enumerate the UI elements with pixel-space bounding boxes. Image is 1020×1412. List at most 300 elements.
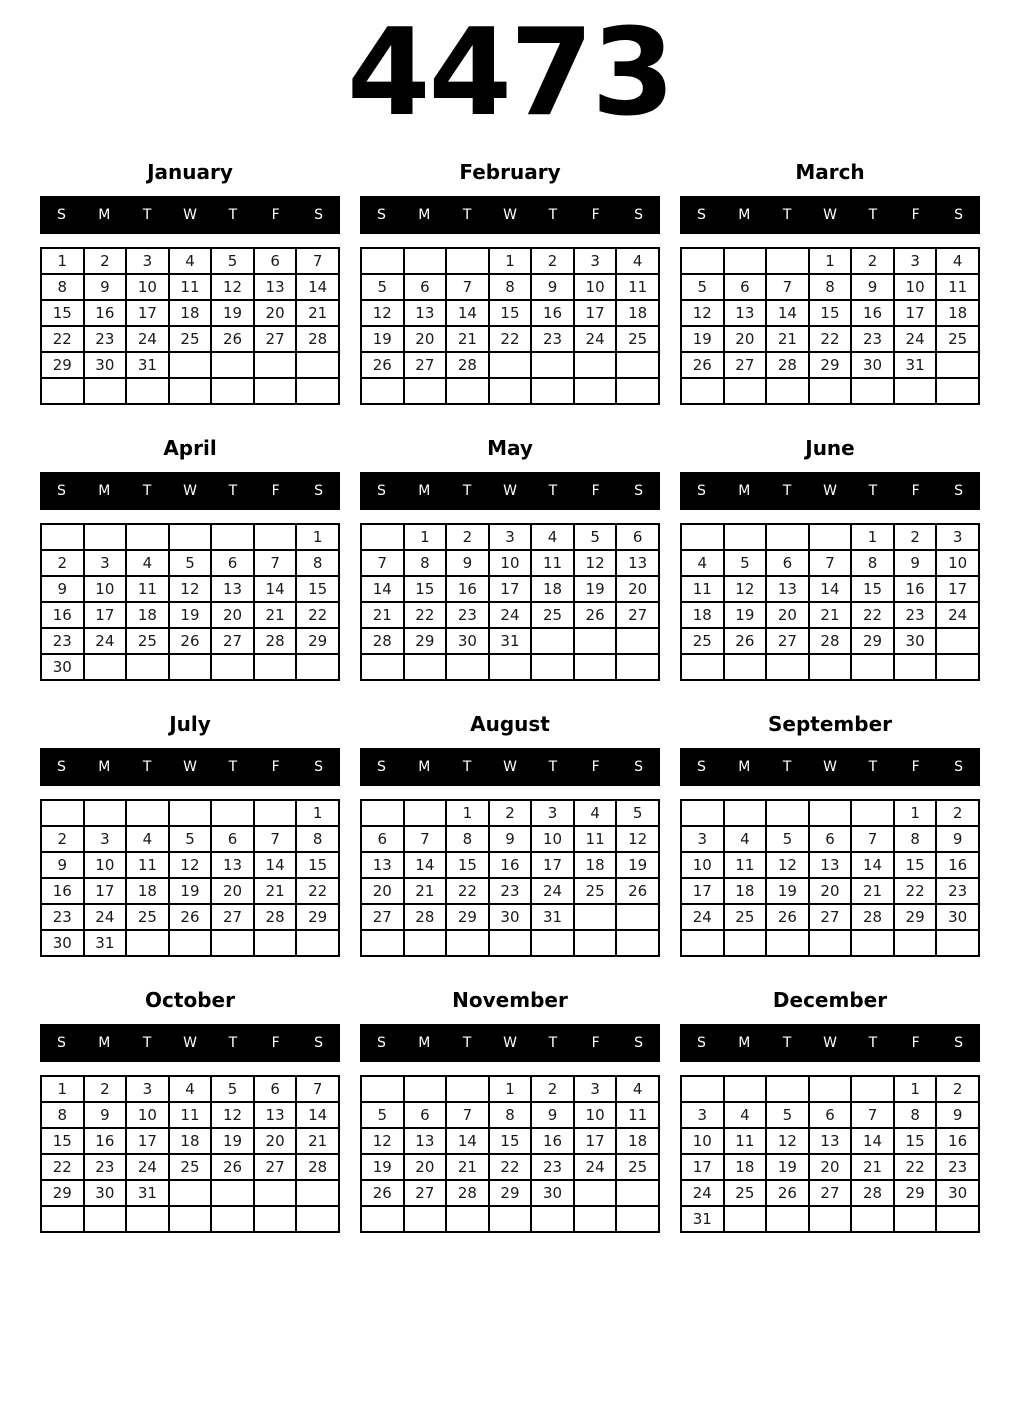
day-cell: 23 <box>851 326 894 352</box>
weekday-label: T <box>782 759 792 775</box>
empty-day-cell <box>724 654 767 680</box>
empty-day-cell <box>361 1206 404 1232</box>
weekday-label: W <box>823 483 837 499</box>
weekday-label: S <box>954 483 964 499</box>
week-row <box>41 852 339 878</box>
day-cell: 1 <box>489 1076 532 1102</box>
day-cell: 10 <box>84 852 127 878</box>
day-cell: 2 <box>531 248 574 274</box>
week-row <box>361 300 659 326</box>
day-cell: 14 <box>446 1128 489 1154</box>
day-cell: 1 <box>296 800 339 826</box>
day-cell: 13 <box>211 852 254 878</box>
empty-day-cell <box>296 1180 339 1206</box>
week-row <box>41 550 339 576</box>
empty-day-cell <box>41 524 84 550</box>
week-row <box>681 1102 979 1128</box>
day-cell: 18 <box>126 602 169 628</box>
day-cell: 18 <box>681 602 724 628</box>
week-row <box>681 524 979 550</box>
day-cell: 2 <box>41 826 84 852</box>
day-cell: 4 <box>169 248 212 274</box>
day-cell: 18 <box>169 300 212 326</box>
day-cell: 16 <box>41 602 84 628</box>
day-cell: 28 <box>361 628 404 654</box>
empty-day-cell <box>489 378 532 404</box>
day-cell: 25 <box>724 1180 767 1206</box>
day-cell: 1 <box>446 800 489 826</box>
empty-day-cell <box>126 800 169 826</box>
day-cell: 13 <box>254 274 297 300</box>
day-cell: 20 <box>766 602 809 628</box>
day-cell: 22 <box>809 326 852 352</box>
empty-day-cell <box>489 352 532 378</box>
empty-day-cell <box>211 1180 254 1206</box>
day-cell: 5 <box>211 1076 254 1102</box>
day-cell: 19 <box>766 1154 809 1180</box>
day-cell: 29 <box>296 628 339 654</box>
day-cell: 2 <box>851 248 894 274</box>
day-cell: 28 <box>851 904 894 930</box>
empty-day-cell <box>616 654 659 680</box>
month-day-grid <box>40 523 340 681</box>
day-cell: 27 <box>809 904 852 930</box>
empty-day-cell <box>809 1076 852 1102</box>
month-title: May <box>487 436 533 460</box>
week-row <box>681 904 979 930</box>
day-cell: 31 <box>489 628 532 654</box>
day-cell: 27 <box>211 628 254 654</box>
day-cell: 12 <box>361 300 404 326</box>
empty-day-cell <box>126 654 169 680</box>
day-cell: 28 <box>809 628 852 654</box>
day-cell: 3 <box>489 524 532 550</box>
day-cell: 17 <box>681 878 724 904</box>
day-cell: 24 <box>84 628 127 654</box>
day-cell: 23 <box>84 326 127 352</box>
empty-day-cell <box>681 930 724 956</box>
weekday-header-bar <box>360 748 660 786</box>
day-cell: 14 <box>851 1128 894 1154</box>
week-row <box>361 378 659 404</box>
week-row <box>41 930 339 956</box>
day-cell: 6 <box>254 248 297 274</box>
weekday-label: M <box>418 1035 431 1051</box>
day-cell: 3 <box>574 248 617 274</box>
week-row <box>41 576 339 602</box>
day-cell: 1 <box>894 800 937 826</box>
weekday-label: W <box>823 759 837 775</box>
empty-day-cell <box>936 352 979 378</box>
week-row <box>361 248 659 274</box>
weekday-label: T <box>868 1035 878 1051</box>
month-title: September <box>768 712 892 736</box>
day-cell: 27 <box>404 352 447 378</box>
day-cell: 11 <box>681 576 724 602</box>
empty-day-cell <box>254 524 297 550</box>
empty-day-cell <box>254 654 297 680</box>
weekday-label: F <box>271 1035 280 1051</box>
week-row <box>41 378 339 404</box>
weekday-header-bar <box>360 196 660 234</box>
week-row <box>361 1076 659 1102</box>
day-cell: 11 <box>616 274 659 300</box>
day-cell: 15 <box>446 852 489 878</box>
day-cell: 7 <box>809 550 852 576</box>
empty-day-cell <box>616 352 659 378</box>
week-row <box>361 1206 659 1232</box>
day-cell: 17 <box>84 602 127 628</box>
month-title: July <box>169 712 211 736</box>
day-cell: 9 <box>489 826 532 852</box>
week-row <box>41 1154 339 1180</box>
empty-day-cell <box>894 1206 937 1232</box>
week-row <box>41 904 339 930</box>
day-cell: 28 <box>446 1180 489 1206</box>
day-cell: 16 <box>84 300 127 326</box>
empty-day-cell <box>809 378 852 404</box>
day-cell: 21 <box>254 878 297 904</box>
day-cell: 23 <box>936 878 979 904</box>
day-cell: 3 <box>84 826 127 852</box>
week-row <box>41 628 339 654</box>
weekday-label: T <box>548 1035 558 1051</box>
month-title: March <box>795 160 865 184</box>
weekday-label: F <box>591 759 600 775</box>
weekday-label: F <box>911 207 920 223</box>
empty-day-cell <box>531 1206 574 1232</box>
day-cell: 13 <box>211 576 254 602</box>
weekday-label: T <box>228 1035 238 1051</box>
day-cell: 1 <box>404 524 447 550</box>
empty-day-cell <box>361 800 404 826</box>
empty-day-cell <box>766 1076 809 1102</box>
empty-day-cell <box>724 248 767 274</box>
weekday-label: S <box>314 1035 324 1051</box>
month-day-grid <box>40 1075 340 1233</box>
day-cell: 7 <box>851 1102 894 1128</box>
day-cell: 24 <box>681 904 724 930</box>
day-cell: 24 <box>681 1180 724 1206</box>
empty-day-cell <box>616 930 659 956</box>
day-cell: 4 <box>531 524 574 550</box>
month-title: June <box>805 436 855 460</box>
empty-day-cell <box>531 930 574 956</box>
month-title: October <box>145 988 235 1012</box>
day-cell: 18 <box>724 878 767 904</box>
day-cell: 14 <box>809 576 852 602</box>
day-cell: 29 <box>41 352 84 378</box>
day-cell: 27 <box>211 904 254 930</box>
week-row <box>361 826 659 852</box>
day-cell: 2 <box>489 800 532 826</box>
week-row <box>41 1206 339 1232</box>
day-cell: 25 <box>574 878 617 904</box>
day-cell: 7 <box>404 826 447 852</box>
empty-day-cell <box>254 1180 297 1206</box>
week-row <box>41 602 339 628</box>
weekday-label: T <box>462 1035 472 1051</box>
day-cell: 15 <box>489 1128 532 1154</box>
day-cell: 13 <box>404 300 447 326</box>
day-cell: 17 <box>126 1128 169 1154</box>
day-cell: 3 <box>936 524 979 550</box>
day-cell: 13 <box>404 1128 447 1154</box>
day-cell: 8 <box>404 550 447 576</box>
empty-day-cell <box>361 378 404 404</box>
day-cell: 24 <box>936 602 979 628</box>
weekday-label: S <box>376 759 386 775</box>
weekday-label: T <box>228 207 238 223</box>
day-cell: 21 <box>446 326 489 352</box>
day-cell: 12 <box>574 550 617 576</box>
day-cell: 9 <box>84 274 127 300</box>
weekday-label: T <box>548 207 558 223</box>
day-cell: 6 <box>724 274 767 300</box>
empty-day-cell <box>531 654 574 680</box>
empty-day-cell <box>169 930 212 956</box>
week-row <box>41 800 339 826</box>
empty-day-cell <box>84 524 127 550</box>
day-cell: 18 <box>936 300 979 326</box>
weekday-label: W <box>823 1035 837 1051</box>
day-cell: 25 <box>936 326 979 352</box>
day-cell: 4 <box>126 826 169 852</box>
day-cell: 14 <box>766 300 809 326</box>
empty-day-cell <box>724 524 767 550</box>
day-cell: 17 <box>574 1128 617 1154</box>
empty-day-cell <box>766 524 809 550</box>
day-cell: 26 <box>766 1180 809 1206</box>
month-day-grid <box>360 799 660 957</box>
day-cell: 14 <box>851 852 894 878</box>
day-cell: 10 <box>681 1128 724 1154</box>
day-cell: 25 <box>169 1154 212 1180</box>
empty-day-cell <box>894 930 937 956</box>
week-row <box>681 576 979 602</box>
day-cell: 8 <box>489 1102 532 1128</box>
empty-day-cell <box>404 248 447 274</box>
day-cell: 5 <box>616 800 659 826</box>
weekday-label: T <box>462 483 472 499</box>
week-row <box>361 274 659 300</box>
empty-day-cell <box>41 1206 84 1232</box>
empty-day-cell <box>361 654 404 680</box>
day-cell: 5 <box>766 826 809 852</box>
day-cell: 11 <box>126 852 169 878</box>
empty-day-cell <box>574 1206 617 1232</box>
day-cell: 23 <box>531 326 574 352</box>
day-cell: 3 <box>681 826 724 852</box>
week-row <box>361 550 659 576</box>
empty-day-cell <box>126 378 169 404</box>
day-cell: 30 <box>531 1180 574 1206</box>
day-cell: 26 <box>681 352 724 378</box>
day-cell: 26 <box>574 602 617 628</box>
day-cell: 12 <box>211 1102 254 1128</box>
weekday-label: T <box>142 759 152 775</box>
day-cell: 28 <box>446 352 489 378</box>
empty-day-cell <box>211 378 254 404</box>
day-cell: 12 <box>169 576 212 602</box>
day-cell: 3 <box>126 1076 169 1102</box>
day-cell: 29 <box>894 904 937 930</box>
month-january <box>40 160 340 405</box>
empty-day-cell <box>489 654 532 680</box>
month-february <box>360 160 660 405</box>
day-cell: 6 <box>211 826 254 852</box>
day-cell: 1 <box>489 248 532 274</box>
weekday-label: S <box>314 759 324 775</box>
weekday-label: S <box>56 207 66 223</box>
weekday-label: W <box>183 1035 197 1051</box>
empty-day-cell <box>574 904 617 930</box>
day-cell: 4 <box>616 1076 659 1102</box>
day-cell: 26 <box>169 628 212 654</box>
weekday-label: M <box>418 207 431 223</box>
week-row <box>41 1076 339 1102</box>
day-cell: 3 <box>574 1076 617 1102</box>
week-row <box>681 1076 979 1102</box>
empty-day-cell <box>404 1076 447 1102</box>
day-cell: 31 <box>126 352 169 378</box>
day-cell: 28 <box>296 326 339 352</box>
day-cell: 25 <box>681 628 724 654</box>
day-cell: 15 <box>41 300 84 326</box>
day-cell: 23 <box>84 1154 127 1180</box>
day-cell: 12 <box>766 1128 809 1154</box>
empty-day-cell <box>254 352 297 378</box>
empty-day-cell <box>616 904 659 930</box>
day-cell: 19 <box>766 878 809 904</box>
day-cell: 2 <box>84 248 127 274</box>
day-cell: 27 <box>254 326 297 352</box>
empty-day-cell <box>404 378 447 404</box>
month-day-grid <box>360 1075 660 1233</box>
empty-day-cell <box>809 524 852 550</box>
weekday-label: S <box>56 1035 66 1051</box>
week-row <box>361 654 659 680</box>
day-cell: 11 <box>936 274 979 300</box>
day-cell: 11 <box>169 274 212 300</box>
weekday-header-bar <box>360 472 660 510</box>
day-cell: 14 <box>296 274 339 300</box>
empty-day-cell <box>254 1206 297 1232</box>
day-cell: 16 <box>531 300 574 326</box>
month-may <box>360 436 660 681</box>
empty-day-cell <box>936 930 979 956</box>
day-cell: 4 <box>681 550 724 576</box>
day-cell: 19 <box>724 602 767 628</box>
day-cell: 28 <box>766 352 809 378</box>
day-cell: 20 <box>361 878 404 904</box>
day-cell: 11 <box>724 852 767 878</box>
day-cell: 5 <box>361 1102 404 1128</box>
day-cell: 4 <box>724 826 767 852</box>
day-cell: 8 <box>489 274 532 300</box>
weekday-label: F <box>591 1035 600 1051</box>
month-title: January <box>147 160 233 184</box>
day-cell: 23 <box>531 1154 574 1180</box>
day-cell: 28 <box>404 904 447 930</box>
empty-day-cell <box>531 378 574 404</box>
day-cell: 2 <box>936 1076 979 1102</box>
empty-day-cell <box>169 524 212 550</box>
day-cell: 10 <box>84 576 127 602</box>
empty-day-cell <box>254 930 297 956</box>
day-cell: 22 <box>41 326 84 352</box>
empty-day-cell <box>809 654 852 680</box>
day-cell: 1 <box>41 248 84 274</box>
weekday-label: S <box>376 483 386 499</box>
weekday-label: W <box>503 1035 517 1051</box>
day-cell: 11 <box>169 1102 212 1128</box>
week-row <box>681 1180 979 1206</box>
empty-day-cell <box>489 1206 532 1232</box>
day-cell: 7 <box>851 826 894 852</box>
day-cell: 7 <box>446 1102 489 1128</box>
day-cell: 8 <box>41 274 84 300</box>
day-cell: 9 <box>41 852 84 878</box>
day-cell: 14 <box>404 852 447 878</box>
empty-day-cell <box>851 378 894 404</box>
empty-day-cell <box>169 1180 212 1206</box>
month-june <box>680 436 980 681</box>
day-cell: 5 <box>211 248 254 274</box>
day-cell: 23 <box>936 1154 979 1180</box>
day-cell: 27 <box>616 602 659 628</box>
day-cell: 19 <box>211 300 254 326</box>
day-cell: 28 <box>254 628 297 654</box>
week-row <box>681 248 979 274</box>
day-cell: 19 <box>681 326 724 352</box>
empty-day-cell <box>766 654 809 680</box>
day-cell: 15 <box>894 852 937 878</box>
day-cell: 29 <box>809 352 852 378</box>
day-cell: 2 <box>41 550 84 576</box>
day-cell: 20 <box>724 326 767 352</box>
empty-day-cell <box>724 930 767 956</box>
weekday-label: M <box>418 759 431 775</box>
day-cell: 7 <box>361 550 404 576</box>
day-cell: 13 <box>809 852 852 878</box>
month-april <box>40 436 340 681</box>
day-cell: 31 <box>84 930 127 956</box>
day-cell: 10 <box>936 550 979 576</box>
month-day-grid <box>680 523 980 681</box>
month-december <box>680 988 980 1233</box>
day-cell: 6 <box>616 524 659 550</box>
day-cell: 21 <box>809 602 852 628</box>
empty-day-cell <box>936 1206 979 1232</box>
day-cell: 23 <box>894 602 937 628</box>
day-cell: 29 <box>41 1180 84 1206</box>
day-cell: 26 <box>211 326 254 352</box>
day-cell: 25 <box>616 326 659 352</box>
day-cell: 20 <box>211 878 254 904</box>
day-cell: 22 <box>894 878 937 904</box>
day-cell: 21 <box>296 300 339 326</box>
week-row <box>681 550 979 576</box>
day-cell: 8 <box>851 550 894 576</box>
day-cell: 10 <box>574 274 617 300</box>
empty-day-cell <box>211 524 254 550</box>
empty-day-cell <box>446 930 489 956</box>
day-cell: 24 <box>574 326 617 352</box>
week-row <box>361 628 659 654</box>
empty-day-cell <box>681 654 724 680</box>
weekday-label: T <box>228 483 238 499</box>
